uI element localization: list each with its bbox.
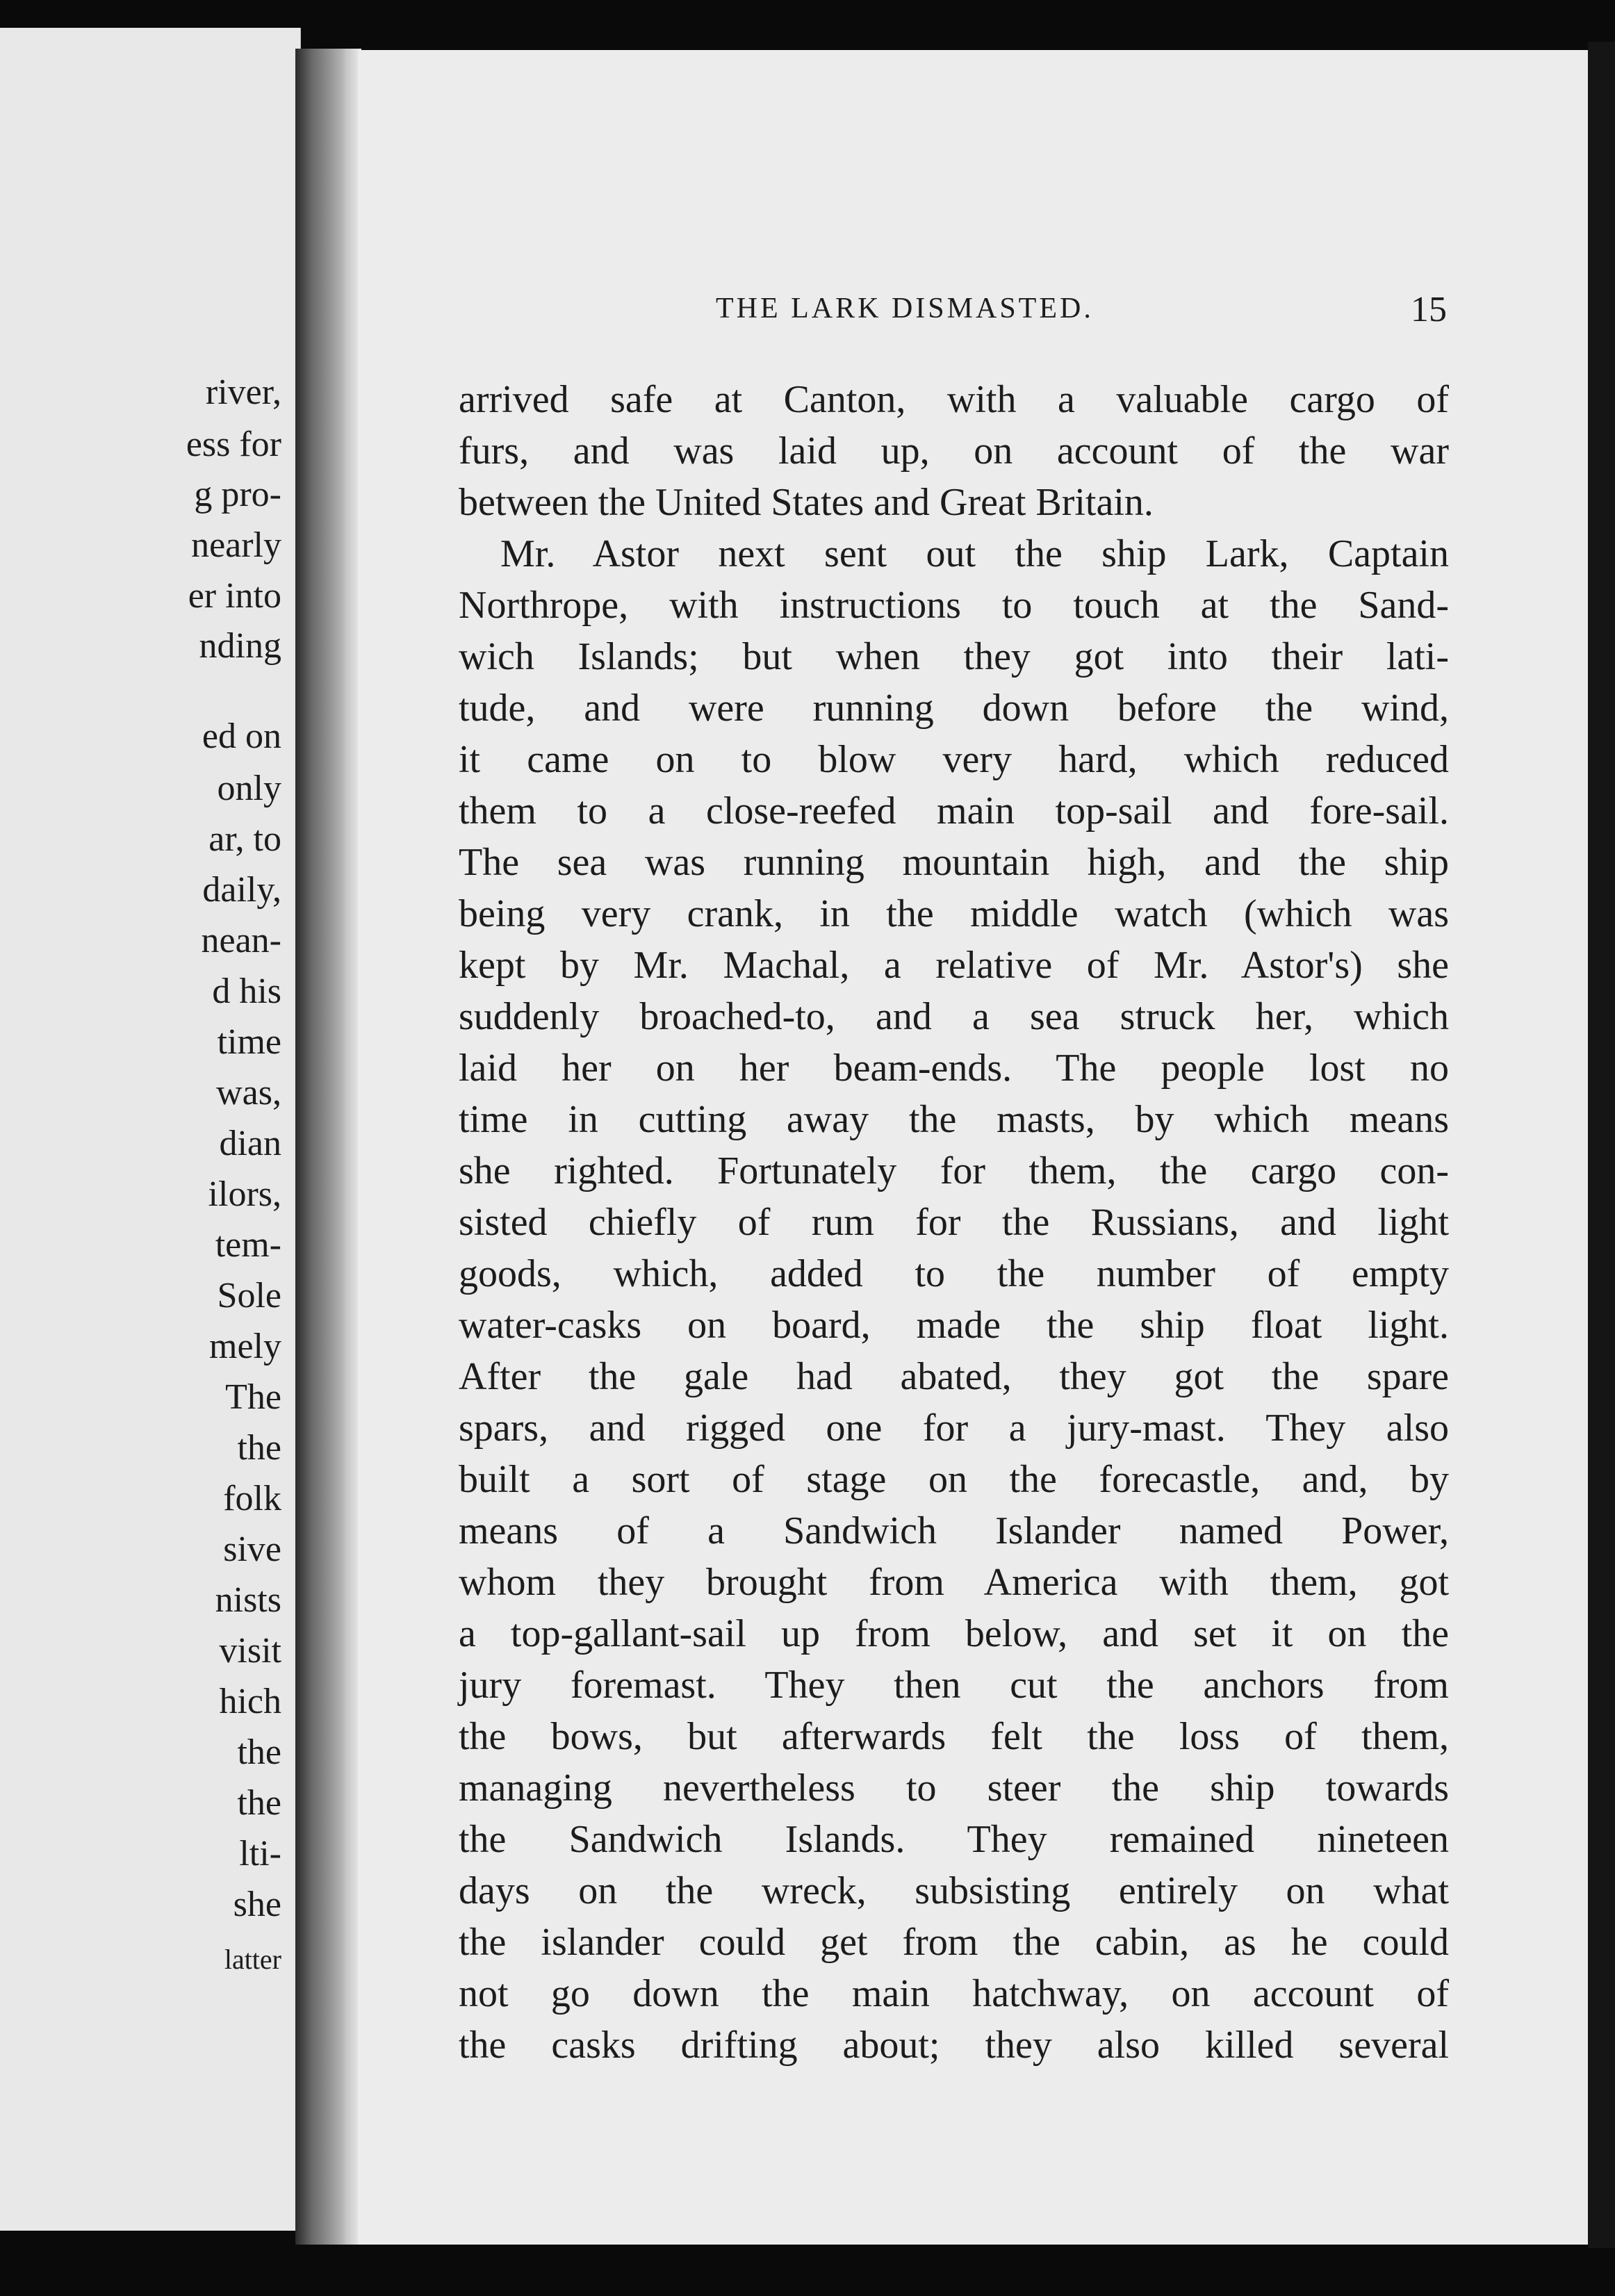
facing-page-line: nean- xyxy=(201,921,281,960)
facing-page-line: visit xyxy=(219,1631,281,1671)
body-text-line: the casks drifting about; they also killed several xyxy=(459,2024,1449,2067)
facing-page-line: The xyxy=(225,1377,281,1417)
facing-page-line: d his xyxy=(212,971,281,1011)
body-text-line: furs, and was laid up, on account of the war xyxy=(459,429,1449,473)
facing-page-line: lti- xyxy=(239,1834,281,1873)
body-text-line: tude, and were running down before the wind, xyxy=(459,687,1449,730)
body-text-line: jury foremast. They then cut the anchors from xyxy=(459,1664,1449,1707)
body-text-line: means of a Sandwich Islander named Power, xyxy=(459,1509,1449,1552)
facing-page-line: nists xyxy=(215,1580,281,1620)
facing-page-line: river, xyxy=(205,372,281,412)
facing-page-line: Sole xyxy=(217,1276,281,1315)
facing-page-line: the xyxy=(237,1783,281,1823)
body-text-line: laid her on her beam-ends. The people lost no xyxy=(459,1047,1449,1090)
body-text-line: being very crank, in the middle watch (which was xyxy=(459,892,1449,935)
facing-page-line: dian xyxy=(219,1124,281,1163)
body-text-line: not go down the main hatchway, on account of xyxy=(459,1972,1449,2015)
body-text-line: Northrope, with instructions to touch at the Sand- xyxy=(459,584,1449,627)
body-text-line: Mr. Astor next sent out the ship Lark, Captain xyxy=(500,532,1449,575)
facing-page-line: ar, to xyxy=(208,819,281,859)
facing-page-line: g pro- xyxy=(194,475,281,514)
facing-page-line: ilors, xyxy=(208,1174,281,1214)
facing-page-line: tem- xyxy=(215,1225,281,1265)
body-text-line: it came on to blow very hard, which reduced xyxy=(459,738,1449,781)
body-text-line: days on the wreck, subsisting entirely on what xyxy=(459,1869,1449,1912)
book-gutter xyxy=(295,49,351,2245)
facing-page-line: hich xyxy=(219,1682,281,1721)
facing-page-line: mely xyxy=(209,1327,281,1366)
page-number: 15 xyxy=(1411,290,1447,329)
body-text-line: the Sandwich Islands. They remained nineteen xyxy=(459,1818,1449,1861)
body-text-line: whom they brought from America with them, got xyxy=(459,1561,1449,1604)
running-head: THE LARK DISMASTED. xyxy=(716,293,1094,325)
facing-page-line: folk xyxy=(223,1479,281,1518)
body-text-line: time in cutting away the masts, by which means xyxy=(459,1098,1449,1141)
facing-page-line: sive xyxy=(223,1530,281,1569)
body-text-line: a top-gallant-sail up from below, and set it on the xyxy=(459,1612,1449,1655)
body-text-line: suddenly broached-to, and a sea struck her, which xyxy=(459,995,1449,1038)
facing-page-line: the xyxy=(237,1732,281,1772)
body-text-line: arrived safe at Canton, with a valuable cargo of xyxy=(459,378,1449,421)
body-text-line: between the United States and Great Britain. xyxy=(459,481,1154,524)
facing-page-line: daily, xyxy=(202,870,281,910)
facing-page-line: only xyxy=(217,769,281,808)
body-text-line: built a sort of stage on the forecastle, and, by xyxy=(459,1458,1449,1501)
facing-page-line: latter xyxy=(224,1944,281,1975)
facing-page-line: she xyxy=(233,1885,281,1924)
facing-page-line: ed on xyxy=(202,716,281,756)
facing-page-line: time xyxy=(217,1022,281,1062)
body-text-line: goods, which, added to the number of empty xyxy=(459,1252,1449,1295)
body-text-line: them to a close-reefed main top-sail and fore-sail. xyxy=(459,789,1449,833)
body-text-line: the bows, but afterwards felt the loss of them, xyxy=(459,1715,1449,1758)
facing-page-line: ess for xyxy=(186,425,281,464)
body-text-line: wich Islands; but when they got into their lati- xyxy=(459,635,1449,678)
facing-page-line: the xyxy=(237,1428,281,1468)
body-text-line: spars, and rigged one for a jury-mast. They also xyxy=(459,1407,1449,1450)
facing-page-line: nearly xyxy=(191,525,281,565)
body-text-line: kept by Mr. Machal, a relative of Mr. Astor's) she xyxy=(459,944,1449,987)
body-text-line: managing nevertheless to steer the ship towards xyxy=(459,1766,1449,1810)
body-text-line: sisted chiefly of rum for the Russians, and light xyxy=(459,1201,1449,1244)
facing-page-line: was, xyxy=(216,1073,281,1113)
body-text-line: the islander could get from the cabin, as he could xyxy=(459,1921,1449,1964)
facing-page-line: nding xyxy=(199,626,281,666)
scan-border xyxy=(1588,42,1615,2248)
body-text-line: she righted. Fortunately for them, the cargo con- xyxy=(459,1149,1449,1192)
facing-page-line: er into xyxy=(188,576,281,616)
body-text-line: The sea was running mountain high, and the ship xyxy=(459,841,1449,884)
body-text-line: water-casks on board, made the ship float light. xyxy=(459,1304,1449,1347)
body-text-line: After the gale had abated, they got the spare xyxy=(459,1355,1449,1398)
